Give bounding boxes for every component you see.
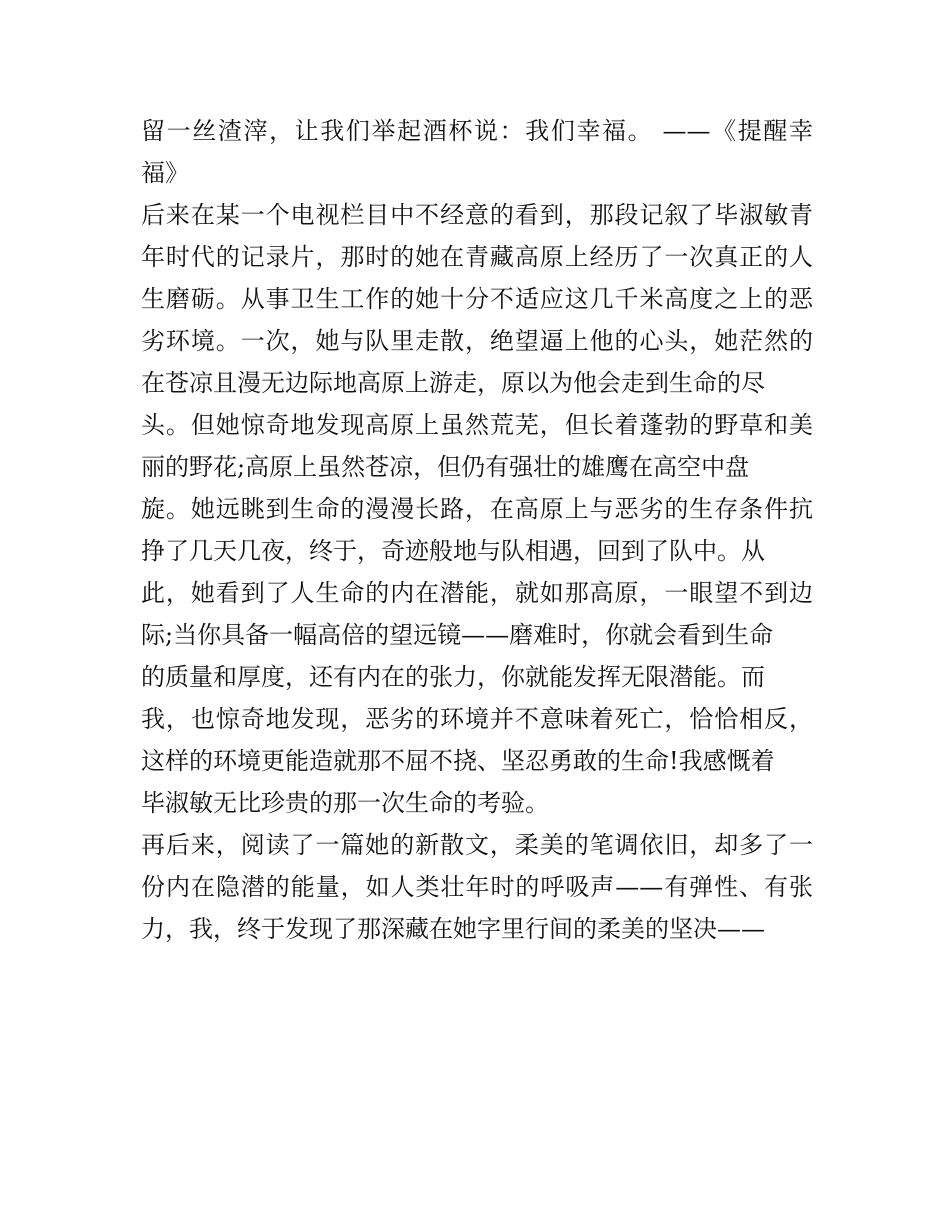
- text-line: 力，我，终于发现了那深藏在她字里行间的柔美的坚决——: [141, 915, 765, 943]
- text-line: 生磨砺。从事卫生工作的她十分不适应这几千米高度之上的恶: [141, 285, 813, 313]
- text-line: 份内在隐潜的能量，如人类壮年时的呼吸声——有弹性、有张: [141, 873, 813, 901]
- text-line: 丽的野花;高原上虽然苍凉，但仍有强壮的雄鹰在高空中盘: [141, 453, 750, 481]
- text-line: 留一丝渣滓，让我们举起酒杯说：我们幸福。 ——《提醒幸: [141, 117, 813, 145]
- text-line: 劣环境。一次，她与队里走散，绝望逼上他的心头，她茫然的: [141, 327, 813, 355]
- text-line: 在苍凉且漫无边际地高原上游走，原以为他会走到生命的尽: [141, 369, 765, 397]
- text-line: 后来在某一个电视栏目中不经意的看到，那段记叙了毕淑敏青: [141, 201, 813, 229]
- text-line: 福》: [141, 159, 189, 187]
- text-line: 旋。她远眺到生命的漫漫长路，在高原上与恶劣的生存条件抗: [141, 495, 813, 523]
- text-line: 毕淑敏无比珍贵的那一次生命的考验。: [141, 789, 549, 817]
- text-line: 我，也惊奇地发现，恶劣的环境并不意味着死亡，恰恰相反，: [141, 705, 813, 733]
- text-line: 这样的环境更能造就那不屈不挠、坚忍勇敢的生命!我感慨着: [141, 747, 775, 775]
- text-line: 此，她看到了人生命的内在潜能，就如那高原，一眼望不到边: [141, 579, 813, 607]
- document-body: [141, 110, 813, 950]
- text-line: 头。但她惊奇地发现高原上虽然荒芜，但长着蓬勃的野草和美: [141, 411, 813, 439]
- text-line: 年时代的记录片，那时的她在青藏高原上经历了一次真正的人: [141, 243, 813, 271]
- text-line: 的质量和厚度，还有内在的张力，你就能发挥无限潜能。而: [141, 663, 765, 691]
- text-line: 挣了几天几夜，终于，奇迹般地与队相遇，回到了队中。从: [141, 537, 765, 565]
- text-line: 再后来，阅读了一篇她的新散文，柔美的笔调依旧，却多了一: [141, 831, 813, 859]
- text-line: 际;当你具备一幅高倍的望远镜——磨难时，你就会看到生命: [141, 621, 774, 649]
